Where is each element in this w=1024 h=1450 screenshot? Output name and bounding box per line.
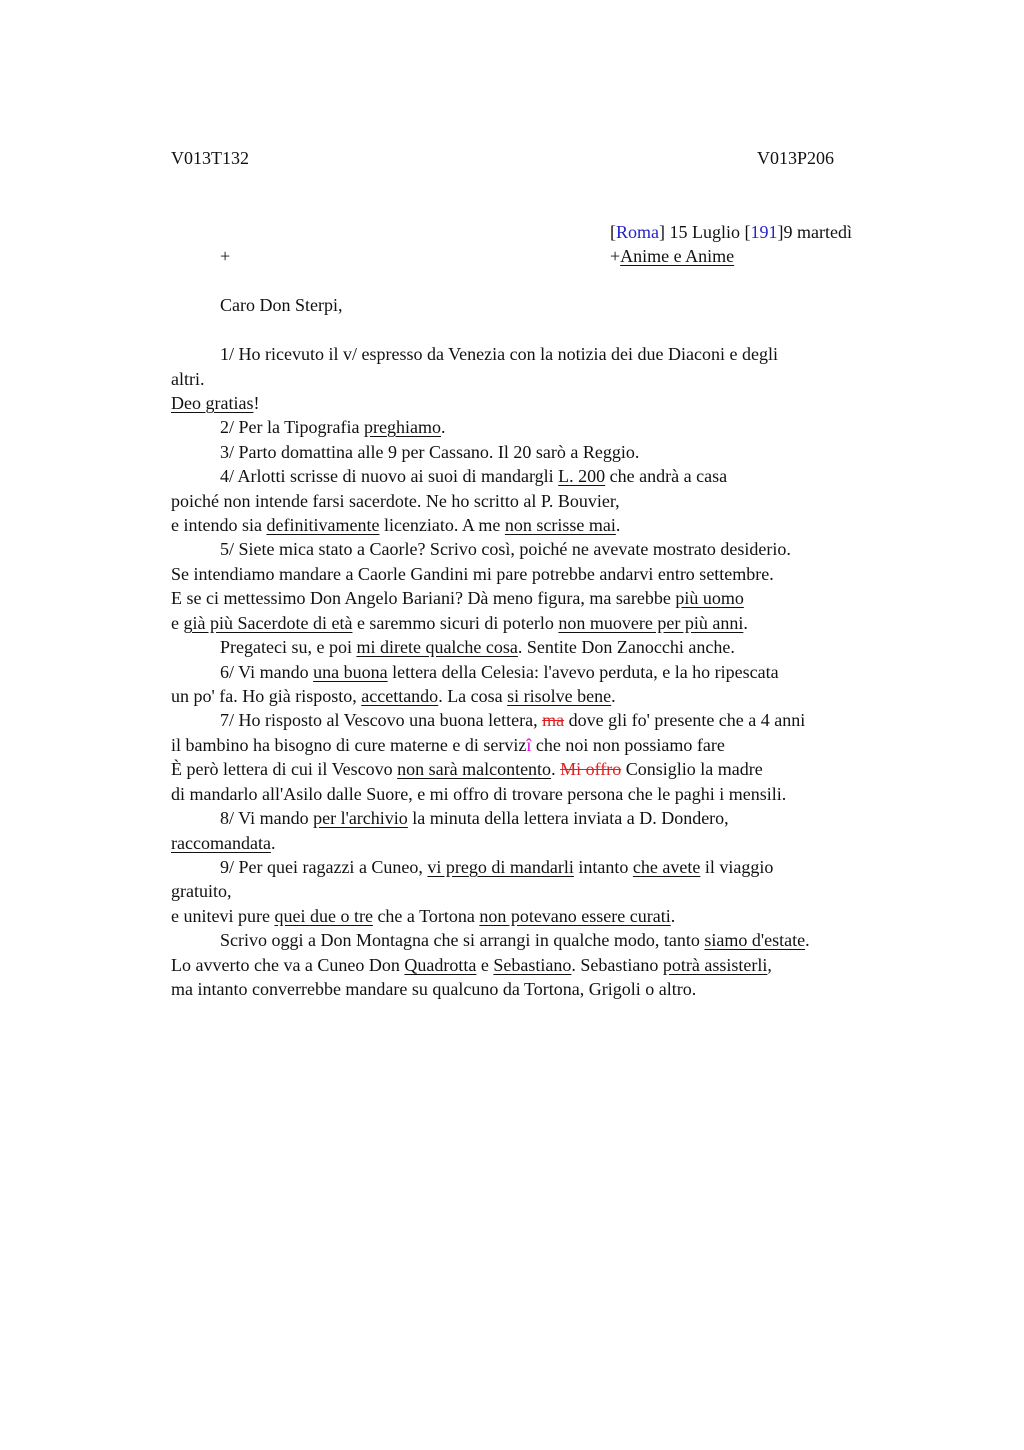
letter-line: 8/ Vi mando per l'archivio la minuta della lettera inviata a D. Dondero,: [220, 808, 729, 828]
letter-line: e già più Sacerdote di età e saremmo sicuri di poterlo non muovere per più anni.: [171, 613, 748, 633]
letter-line: 5/ Siete mica stato a Caorle? Scrivo così, poiché ne avevate mostrato desiderio.: [220, 539, 791, 559]
corrected-letter: î: [526, 735, 532, 755]
letter-line: raccomandata.: [171, 833, 276, 853]
letter-line: 7/ Ho risposto al Vescovo una buona lettera, ma dove gli fo' presente che a 4 anni: [220, 710, 806, 730]
letter-line: 2/ Per la Tipografia preghiamo.: [220, 417, 446, 437]
letter-line: gratuito,: [171, 881, 232, 901]
letter-line: Deo gratias!: [171, 393, 260, 413]
letter-line: Lo avverto che va a Cuneo Don Quadrotta e Sebastiano. Sebastiano potrà assisterli,: [171, 955, 772, 975]
letter-line: altri.: [171, 369, 205, 389]
year-part: 191: [750, 222, 778, 242]
letter-line: un po' fa. Ho già risposto, accettando. La cosa si risolve bene.: [171, 686, 616, 706]
letter-line: Pregateci su, e poi mi direte qualche cosa. Sentite Don Zanocchi anche.: [220, 637, 735, 657]
letter-line: il bambino ha bisogno di cure materne e di servizî che noi non possiamo fare: [171, 735, 725, 755]
letter-line: 1/ Ho ricevuto il v/ espresso da Venezia con la notizia dei due Diaconi e degli: [220, 344, 778, 364]
letter-line: e unitevi pure quei due o tre che a Tortona non potevano essere curati.: [171, 906, 676, 926]
document-code-right: V013P206: [757, 148, 835, 168]
letter-line: Scrivo oggi a Don Montagna che si arrangi in qualche modo, tanto siamo d'estate.: [220, 930, 810, 950]
letter-line: Se intendiamo mandare a Caorle Gandini mi pare potrebbe andarvi entro settembre.: [171, 564, 774, 584]
letter-line: È però lettera di cui il Vescovo non sarà malcontento. Mi offro Consiglio la madre: [171, 759, 763, 779]
dateline: [Roma] 15 Luglio [191]9 martedì: [610, 222, 852, 242]
motto: +Anime e Anime: [610, 246, 735, 266]
letter-line: 4/ Arlotti scrisse di nuovo ai suoi di mandargli L. 200 che andrà a casa: [220, 466, 728, 486]
letter-line: 9/ Per quei ragazzi a Cuneo, vi prego di mandarli intanto che avete il viaggio: [220, 857, 774, 877]
salutation: Caro Don Sterpi,: [220, 295, 343, 315]
letter-line: e intendo sia definitivamente licenziato. A me non scrisse mai.: [171, 515, 621, 535]
letter-line: 6/ Vi mando una buona lettera della Celesia: l'avevo perduta, e la ho ripescata: [220, 662, 779, 682]
struck-word: ma: [542, 710, 565, 730]
letter-line: ma intanto converrebbe mandare su qualcuno da Tortona, Grigoli o altro.: [171, 979, 697, 999]
letter-line: poiché non intende farsi sacerdote. Ne ho scritto al P. Bouvier,: [171, 491, 620, 511]
place-name: Roma: [616, 222, 659, 242]
letter-line: E se ci mettessimo Don Angelo Bariani? Dà meno figura, ma sarebbe più uomo: [171, 588, 744, 608]
document-code-left: V013T132: [171, 148, 249, 168]
letter-line: 3/ Parto domattina alle 9 per Cassano. Il 20 sarò a Reggio.: [220, 442, 640, 462]
cross-mark: +: [220, 246, 231, 266]
letter-line: di mandarlo all'Asilo dalle Suore, e mi offro di trovare persona che le paghi i mensili.: [171, 784, 787, 804]
struck-phrase: Mi offro: [560, 759, 622, 779]
